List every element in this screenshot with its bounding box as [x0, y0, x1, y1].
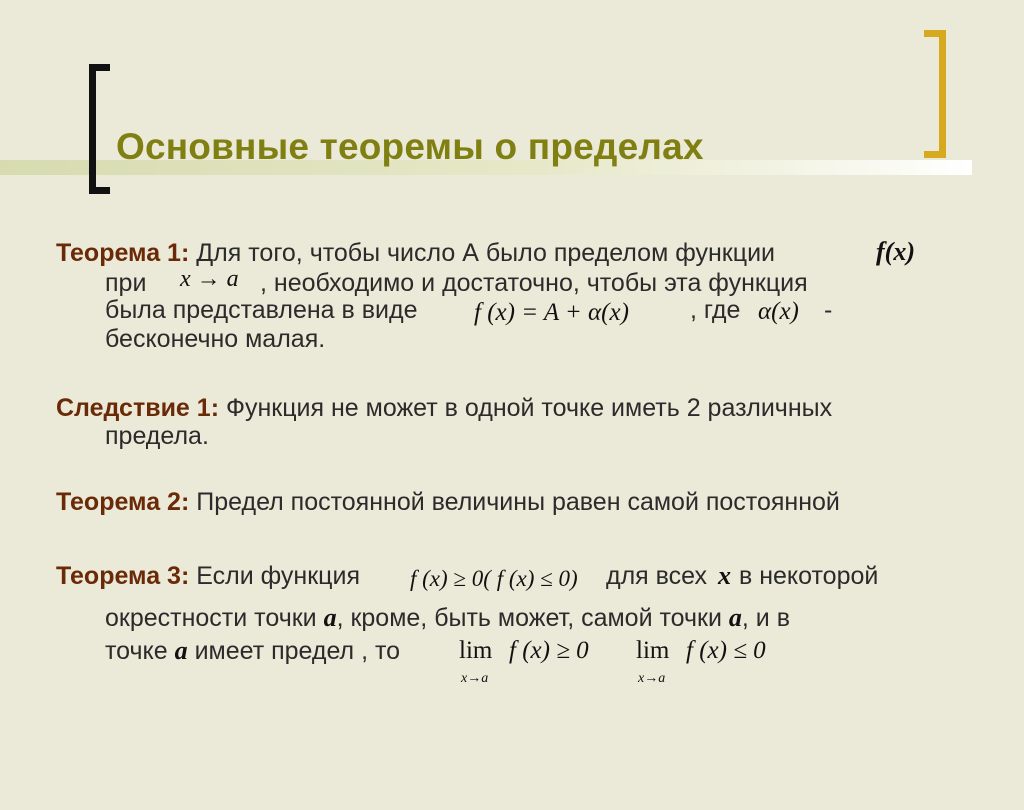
left-bracket-decoration [89, 64, 110, 194]
theorem-1-label: Теорема 1: [56, 239, 190, 267]
theorem-3-text-2c: , и в [741, 604, 790, 632]
formula-alpha-x: α(x) [758, 298, 799, 325]
right-bracket-decoration [924, 30, 946, 158]
theorem-3-text-3a: точке [105, 637, 168, 665]
theorem-2-text: Предел постоянной величины равен самой постоянной [196, 488, 840, 516]
lim-body-2: f (x) ≤ 0 [686, 637, 766, 664]
theorem-1-line-4 [105, 326, 325, 353]
lim-word-1: lim [459, 637, 493, 664]
theorem-3-text-1a: Если функция [196, 562, 360, 590]
theorem-1-line-3 [105, 297, 418, 324]
lim-subscript-2: x→a [638, 671, 666, 686]
lim-subscript-1: x→a [461, 671, 489, 686]
theorem-1-line-1 [56, 240, 775, 267]
theorem-1-text-3a: была представлена в виде [105, 296, 418, 324]
variable-x: x [718, 561, 731, 590]
theorem-2-label: Теорема 2: [56, 488, 190, 516]
variable-a-1: a [323, 603, 337, 632]
theorem-1-text-3b: , где [690, 296, 741, 324]
theorem-1-text-1: Для того, чтобы число А было пределом функции [196, 239, 775, 267]
corollary-1-text-2: предела. [105, 422, 209, 450]
theorem-1-text-3c: - [824, 296, 833, 324]
corollary-1-line-1 [56, 395, 832, 422]
formula-f-equals-a-plus-alpha: f (x) = A + α(x) [474, 299, 629, 326]
theorem-1-text-4: бесконечно малая. [105, 325, 326, 353]
theorem-3-text-3b: имеет предел , то [194, 637, 401, 665]
theorem-3-text-2b: , кроме, быть может, самой точки [336, 604, 722, 632]
corollary-1-label: Следствие 1: [56, 394, 220, 422]
theorem-3-text-1b: для всех [606, 562, 708, 590]
slide-title: Основные теоремы о пределах [116, 126, 704, 167]
theorem-1-text-2a: при [105, 269, 147, 297]
theorem-2-line-1 [56, 489, 840, 516]
variable-a-3: a [174, 636, 188, 665]
variable-a-2: a [728, 603, 742, 632]
theorem-3-text-2a: окрестности точки [105, 604, 317, 632]
theorem-3-line-1 [56, 563, 360, 590]
theorem-1-line-2 [105, 270, 146, 297]
theorem-1-function-fx: f(x) [876, 237, 915, 266]
theorem-1-text-2b: , необходимо и достаточно, чтобы эта функция [260, 269, 808, 297]
corollary-1-text-1: Функция не может в одной точке иметь 2 различных [225, 394, 833, 422]
theorem-3-text-1c: в некоторой [739, 562, 879, 590]
corollary-1-line-2 [105, 423, 209, 450]
formula-x-to-a: x → a [180, 266, 239, 292]
theorem-3-line-2 [105, 604, 790, 632]
lim-body-1: f (x) ≥ 0 [509, 637, 589, 664]
theorem-3-line-3 [105, 637, 400, 665]
theorem-3-label: Теорема 3: [56, 562, 190, 590]
formula-nonneg-condition: f (x) ≥ 0( f (x) ≤ 0) [410, 566, 578, 591]
lim-word-2: lim [636, 637, 670, 664]
